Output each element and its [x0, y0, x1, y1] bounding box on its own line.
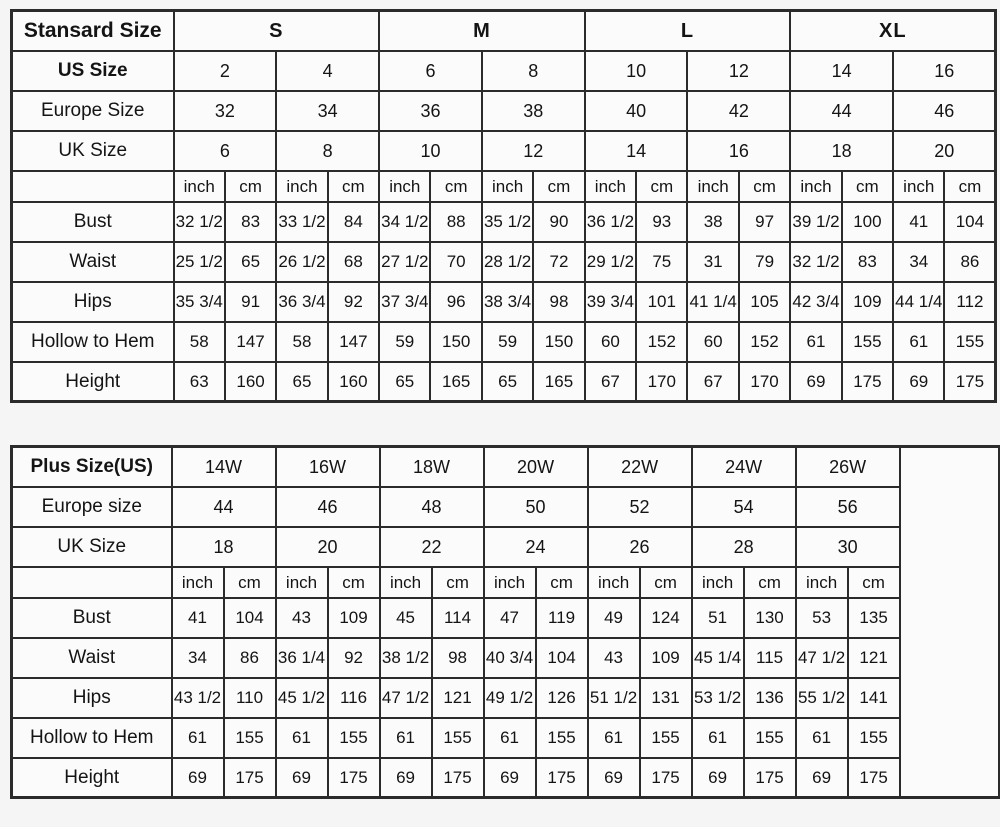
- measure-value-cell: 47: [484, 598, 536, 638]
- measure-value-cell: 84: [328, 202, 379, 242]
- measure-value-cell: 175: [842, 362, 893, 402]
- size-value-cell: 12: [482, 131, 585, 171]
- size-value-cell: 46: [893, 91, 996, 131]
- measure-value-cell: 61: [172, 718, 224, 758]
- measure-value-cell: 92: [328, 638, 380, 678]
- row-label: Hollow to Hem: [12, 322, 174, 362]
- measure-value-cell: 59: [482, 322, 533, 362]
- row-label: US Size: [12, 51, 174, 91]
- measure-value-cell: 55 1/2: [796, 678, 848, 718]
- measure-value-cell: 75: [636, 242, 687, 282]
- header-row: [12, 51, 996, 91]
- measure-value-cell: 35 1/2: [482, 202, 533, 242]
- unit-inch-cell: inch: [790, 171, 841, 202]
- measure-value-cell: 135: [848, 598, 900, 638]
- measure-value-cell: 124: [640, 598, 692, 638]
- measurement-row: [12, 282, 996, 322]
- size-value-cell: 38: [482, 91, 585, 131]
- unit-cm-cell: cm: [432, 567, 484, 598]
- measure-value-cell: 28 1/2: [482, 242, 533, 282]
- measure-value-cell: 155: [328, 718, 380, 758]
- unit-inch-cell: inch: [482, 171, 533, 202]
- unit-cm-cell: cm: [536, 567, 588, 598]
- measure-value-cell: 175: [848, 758, 900, 798]
- measure-value-cell: 175: [944, 362, 995, 402]
- unit-cm-cell: cm: [430, 171, 481, 202]
- measure-value-cell: 42 3/4: [790, 282, 841, 322]
- unit-cm-cell: cm: [636, 171, 687, 202]
- row-label: UK Size: [12, 527, 172, 567]
- size-value-cell: 2: [174, 51, 277, 91]
- measurement-row: [12, 718, 1000, 758]
- measure-value-cell: 32 1/2: [790, 242, 841, 282]
- header-row: [12, 527, 1000, 567]
- measure-value-cell: 69: [790, 362, 841, 402]
- measure-value-cell: 60: [687, 322, 738, 362]
- size-value-cell: 4: [276, 51, 379, 91]
- measure-value-cell: 34 1/2: [379, 202, 430, 242]
- row-label: Hips: [12, 678, 172, 718]
- measure-value-cell: 43 1/2: [172, 678, 224, 718]
- measure-value-cell: 69: [893, 362, 944, 402]
- measure-value-cell: 61: [276, 718, 328, 758]
- measure-value-cell: 47 1/2: [380, 678, 432, 718]
- measure-value-cell: 170: [636, 362, 687, 402]
- measure-value-cell: 130: [744, 598, 796, 638]
- measure-value-cell: 121: [432, 678, 484, 718]
- measure-value-cell: 155: [640, 718, 692, 758]
- size-value-cell: 22: [380, 527, 484, 567]
- measure-value-cell: 38: [687, 202, 738, 242]
- measurement-row: [12, 242, 996, 282]
- measure-value-cell: 41: [172, 598, 224, 638]
- measure-value-cell: 58: [174, 322, 225, 362]
- measure-value-cell: 175: [328, 758, 380, 798]
- unit-inch-cell: inch: [379, 171, 430, 202]
- measure-value-cell: 41: [893, 202, 944, 242]
- size-value-cell: 12: [687, 51, 790, 91]
- measure-value-cell: 59: [379, 322, 430, 362]
- measure-value-cell: 53 1/2: [692, 678, 744, 718]
- measure-value-cell: 104: [536, 638, 588, 678]
- measure-value-cell: 63: [174, 362, 225, 402]
- size-value-cell: 14: [585, 131, 688, 171]
- measure-value-cell: 43: [276, 598, 328, 638]
- measure-value-cell: 141: [848, 678, 900, 718]
- measure-value-cell: 109: [640, 638, 692, 678]
- measure-value-cell: 175: [640, 758, 692, 798]
- measure-value-cell: 110: [224, 678, 276, 718]
- size-value-cell: 10: [379, 131, 482, 171]
- row-label: Bust: [12, 202, 174, 242]
- measure-value-cell: 86: [224, 638, 276, 678]
- measure-value-cell: 65: [225, 242, 276, 282]
- measure-value-cell: 93: [636, 202, 687, 242]
- measure-value-cell: 35 3/4: [174, 282, 225, 322]
- measurement-row: [12, 202, 996, 242]
- row-label: Hollow to Hem: [12, 718, 172, 758]
- standard-size-table: [10, 9, 997, 403]
- table-title-cell: Stansard Size: [12, 11, 174, 51]
- measure-value-cell: 175: [432, 758, 484, 798]
- measure-value-cell: 175: [536, 758, 588, 798]
- measure-value-cell: 49: [588, 598, 640, 638]
- size-value-cell: 14W: [172, 447, 276, 487]
- measure-value-cell: 61: [692, 718, 744, 758]
- size-value-cell: 6: [174, 131, 277, 171]
- size-value-cell: 52: [588, 487, 692, 527]
- measure-value-cell: 61: [380, 718, 432, 758]
- row-label: Hips: [12, 282, 174, 322]
- measure-value-cell: 39 1/2: [790, 202, 841, 242]
- size-value-cell: 24: [484, 527, 588, 567]
- header-row: [12, 131, 996, 171]
- size-value-cell: 36: [379, 91, 482, 131]
- measure-value-cell: 43: [588, 638, 640, 678]
- unit-cm-cell: cm: [848, 567, 900, 598]
- measure-value-cell: 53: [796, 598, 848, 638]
- measure-value-cell: 36 3/4: [276, 282, 327, 322]
- unit-inch-cell: inch: [585, 171, 636, 202]
- measure-value-cell: 114: [432, 598, 484, 638]
- measure-value-cell: 69: [796, 758, 848, 798]
- measure-value-cell: 41 1/4: [687, 282, 738, 322]
- unit-inch-cell: inch: [588, 567, 640, 598]
- measure-value-cell: 119: [536, 598, 588, 638]
- unit-row-spacer: [12, 567, 172, 598]
- size-value-cell: 20: [276, 527, 380, 567]
- measure-value-cell: 67: [687, 362, 738, 402]
- size-group-cell: L: [585, 11, 791, 51]
- unit-inch-cell: inch: [276, 171, 327, 202]
- measure-value-cell: 31: [687, 242, 738, 282]
- unit-row: [12, 171, 996, 202]
- unit-inch-cell: inch: [484, 567, 536, 598]
- measure-value-cell: 88: [430, 202, 481, 242]
- unit-inch-cell: inch: [174, 171, 225, 202]
- measure-value-cell: 97: [739, 202, 790, 242]
- measure-value-cell: 101: [636, 282, 687, 322]
- measure-value-cell: 98: [432, 638, 484, 678]
- row-label: UK Size: [12, 131, 174, 171]
- measure-value-cell: 45 1/4: [692, 638, 744, 678]
- unit-cm-cell: cm: [842, 171, 893, 202]
- measure-value-cell: 34: [893, 242, 944, 282]
- unit-inch-cell: inch: [893, 171, 944, 202]
- measure-value-cell: 69: [588, 758, 640, 798]
- measure-value-cell: 51: [692, 598, 744, 638]
- size-value-cell: 44: [172, 487, 276, 527]
- measure-value-cell: 90: [533, 202, 584, 242]
- measure-value-cell: 104: [944, 202, 995, 242]
- unit-inch-cell: inch: [692, 567, 744, 598]
- size-value-cell: 48: [380, 487, 484, 527]
- measure-value-cell: 83: [842, 242, 893, 282]
- measure-value-cell: 65: [379, 362, 430, 402]
- measure-value-cell: 126: [536, 678, 588, 718]
- measure-value-cell: 136: [744, 678, 796, 718]
- size-value-cell: 40: [585, 91, 688, 131]
- size-value-cell: 42: [687, 91, 790, 131]
- measure-value-cell: 51 1/2: [588, 678, 640, 718]
- measure-value-cell: 165: [430, 362, 481, 402]
- size-value-cell: 26: [588, 527, 692, 567]
- measure-value-cell: 58: [276, 322, 327, 362]
- measure-value-cell: 65: [276, 362, 327, 402]
- measure-value-cell: 147: [328, 322, 379, 362]
- measure-value-cell: 33 1/2: [276, 202, 327, 242]
- unit-cm-cell: cm: [744, 567, 796, 598]
- row-label: Height: [12, 362, 174, 402]
- size-value-cell: 16: [687, 131, 790, 171]
- measure-value-cell: 36 1/4: [276, 638, 328, 678]
- unit-inch-cell: inch: [276, 567, 328, 598]
- measurement-row: [12, 638, 1000, 678]
- measure-value-cell: 109: [328, 598, 380, 638]
- measure-value-cell: 68: [328, 242, 379, 282]
- size-value-cell: 20: [893, 131, 996, 171]
- measure-value-cell: 91: [225, 282, 276, 322]
- measure-value-cell: 38 3/4: [482, 282, 533, 322]
- measure-value-cell: 25 1/2: [174, 242, 225, 282]
- measure-value-cell: 61: [790, 322, 841, 362]
- size-value-cell: 50: [484, 487, 588, 527]
- measure-value-cell: 26 1/2: [276, 242, 327, 282]
- measure-value-cell: 152: [739, 322, 790, 362]
- measure-value-cell: 155: [944, 322, 995, 362]
- unit-cm-cell: cm: [328, 567, 380, 598]
- measure-value-cell: 45 1/2: [276, 678, 328, 718]
- measure-value-cell: 155: [432, 718, 484, 758]
- measurement-row: [12, 598, 1000, 638]
- size-value-cell: 34: [276, 91, 379, 131]
- measure-value-cell: 165: [533, 362, 584, 402]
- measure-value-cell: 152: [636, 322, 687, 362]
- measure-value-cell: 69: [692, 758, 744, 798]
- unit-cm-cell: cm: [640, 567, 692, 598]
- measure-value-cell: 92: [328, 282, 379, 322]
- size-value-cell: 18: [790, 131, 893, 171]
- row-label: Plus Size(US): [12, 447, 172, 487]
- measure-value-cell: 121: [848, 638, 900, 678]
- measure-value-cell: 69: [380, 758, 432, 798]
- header-row: [12, 447, 1000, 487]
- measure-value-cell: 72: [533, 242, 584, 282]
- row-label: Bust: [12, 598, 172, 638]
- size-value-cell: 28: [692, 527, 796, 567]
- measure-value-cell: 34: [172, 638, 224, 678]
- measure-value-cell: 150: [430, 322, 481, 362]
- size-value-cell: 18W: [380, 447, 484, 487]
- measure-value-cell: 155: [224, 718, 276, 758]
- measure-value-cell: 105: [739, 282, 790, 322]
- measure-value-cell: 175: [744, 758, 796, 798]
- size-value-cell: 32: [174, 91, 277, 131]
- size-value-cell: 14: [790, 51, 893, 91]
- unit-row-spacer: [12, 171, 174, 202]
- measure-value-cell: 155: [744, 718, 796, 758]
- measure-value-cell: 115: [744, 638, 796, 678]
- measurement-row: [12, 758, 1000, 798]
- unit-inch-cell: inch: [172, 567, 224, 598]
- measure-value-cell: 47 1/2: [796, 638, 848, 678]
- measurement-row: [12, 322, 996, 362]
- measure-value-cell: 96: [430, 282, 481, 322]
- size-value-cell: 46: [276, 487, 380, 527]
- size-value-cell: 10: [585, 51, 688, 91]
- size-value-cell: 22W: [588, 447, 692, 487]
- unit-cm-cell: cm: [328, 171, 379, 202]
- row-label: Europe Size: [12, 91, 174, 131]
- measure-value-cell: 65: [482, 362, 533, 402]
- measure-value-cell: 109: [842, 282, 893, 322]
- measure-value-cell: 40 3/4: [484, 638, 536, 678]
- size-value-cell: 24W: [692, 447, 796, 487]
- measure-value-cell: 32 1/2: [174, 202, 225, 242]
- measure-value-cell: 116: [328, 678, 380, 718]
- measure-value-cell: 155: [842, 322, 893, 362]
- unit-inch-cell: inch: [796, 567, 848, 598]
- measurement-row: [12, 362, 996, 402]
- measure-value-cell: 83: [225, 202, 276, 242]
- size-value-cell: 56: [796, 487, 900, 527]
- size-value-cell: 44: [790, 91, 893, 131]
- unit-inch-cell: inch: [687, 171, 738, 202]
- size-value-cell: 30: [796, 527, 900, 567]
- measure-value-cell: 175: [224, 758, 276, 798]
- measure-value-cell: 61: [796, 718, 848, 758]
- measure-value-cell: 38 1/2: [380, 638, 432, 678]
- measure-value-cell: 45: [380, 598, 432, 638]
- measure-value-cell: 170: [739, 362, 790, 402]
- measure-value-cell: 160: [328, 362, 379, 402]
- measure-value-cell: 112: [944, 282, 995, 322]
- measure-value-cell: 61: [893, 322, 944, 362]
- row-label: Europe size: [12, 487, 172, 527]
- unit-inch-cell: inch: [380, 567, 432, 598]
- size-value-cell: 26W: [796, 447, 900, 487]
- measurement-row: [12, 678, 1000, 718]
- measure-value-cell: 155: [536, 718, 588, 758]
- measure-value-cell: 69: [484, 758, 536, 798]
- size-value-cell: 54: [692, 487, 796, 527]
- measure-value-cell: 67: [585, 362, 636, 402]
- size-value-cell: 8: [276, 131, 379, 171]
- measure-value-cell: 49 1/2: [484, 678, 536, 718]
- measure-value-cell: 86: [944, 242, 995, 282]
- unit-cm-cell: cm: [533, 171, 584, 202]
- measure-value-cell: 39 3/4: [585, 282, 636, 322]
- measure-value-cell: 79: [739, 242, 790, 282]
- header-row: [12, 91, 996, 131]
- measure-value-cell: 147: [225, 322, 276, 362]
- size-value-cell: 20W: [484, 447, 588, 487]
- plus-size-table: [10, 445, 1000, 799]
- measure-value-cell: 44 1/4: [893, 282, 944, 322]
- size-value-cell: 16: [893, 51, 996, 91]
- size-value-cell: 6: [379, 51, 482, 91]
- size-group-cell: M: [379, 11, 585, 51]
- measure-value-cell: 104: [224, 598, 276, 638]
- size-value-cell: 8: [482, 51, 585, 91]
- measure-value-cell: 100: [842, 202, 893, 242]
- unit-cm-cell: cm: [944, 171, 995, 202]
- unit-cm-cell: cm: [739, 171, 790, 202]
- size-group-row: [12, 11, 996, 51]
- measure-value-cell: 69: [276, 758, 328, 798]
- measure-value-cell: 155: [848, 718, 900, 758]
- measure-value-cell: 37 3/4: [379, 282, 430, 322]
- row-label: Waist: [12, 638, 172, 678]
- measure-value-cell: 36 1/2: [585, 202, 636, 242]
- measure-value-cell: 160: [225, 362, 276, 402]
- measure-value-cell: 70: [430, 242, 481, 282]
- measure-value-cell: 61: [588, 718, 640, 758]
- row-label: Height: [12, 758, 172, 798]
- unit-row: [12, 567, 1000, 598]
- measure-value-cell: 150: [533, 322, 584, 362]
- size-group-cell: XL: [790, 11, 996, 51]
- size-value-cell: 16W: [276, 447, 380, 487]
- empty-cell: [900, 447, 1000, 798]
- measure-value-cell: 27 1/2: [379, 242, 430, 282]
- measure-value-cell: 131: [640, 678, 692, 718]
- unit-cm-cell: cm: [224, 567, 276, 598]
- header-row: [12, 487, 1000, 527]
- measure-value-cell: 29 1/2: [585, 242, 636, 282]
- size-value-cell: 18: [172, 527, 276, 567]
- size-group-cell: S: [174, 11, 380, 51]
- measure-value-cell: 69: [172, 758, 224, 798]
- measure-value-cell: 61: [484, 718, 536, 758]
- measure-value-cell: 98: [533, 282, 584, 322]
- unit-cm-cell: cm: [225, 171, 276, 202]
- row-label: Waist: [12, 242, 174, 282]
- measure-value-cell: 60: [585, 322, 636, 362]
